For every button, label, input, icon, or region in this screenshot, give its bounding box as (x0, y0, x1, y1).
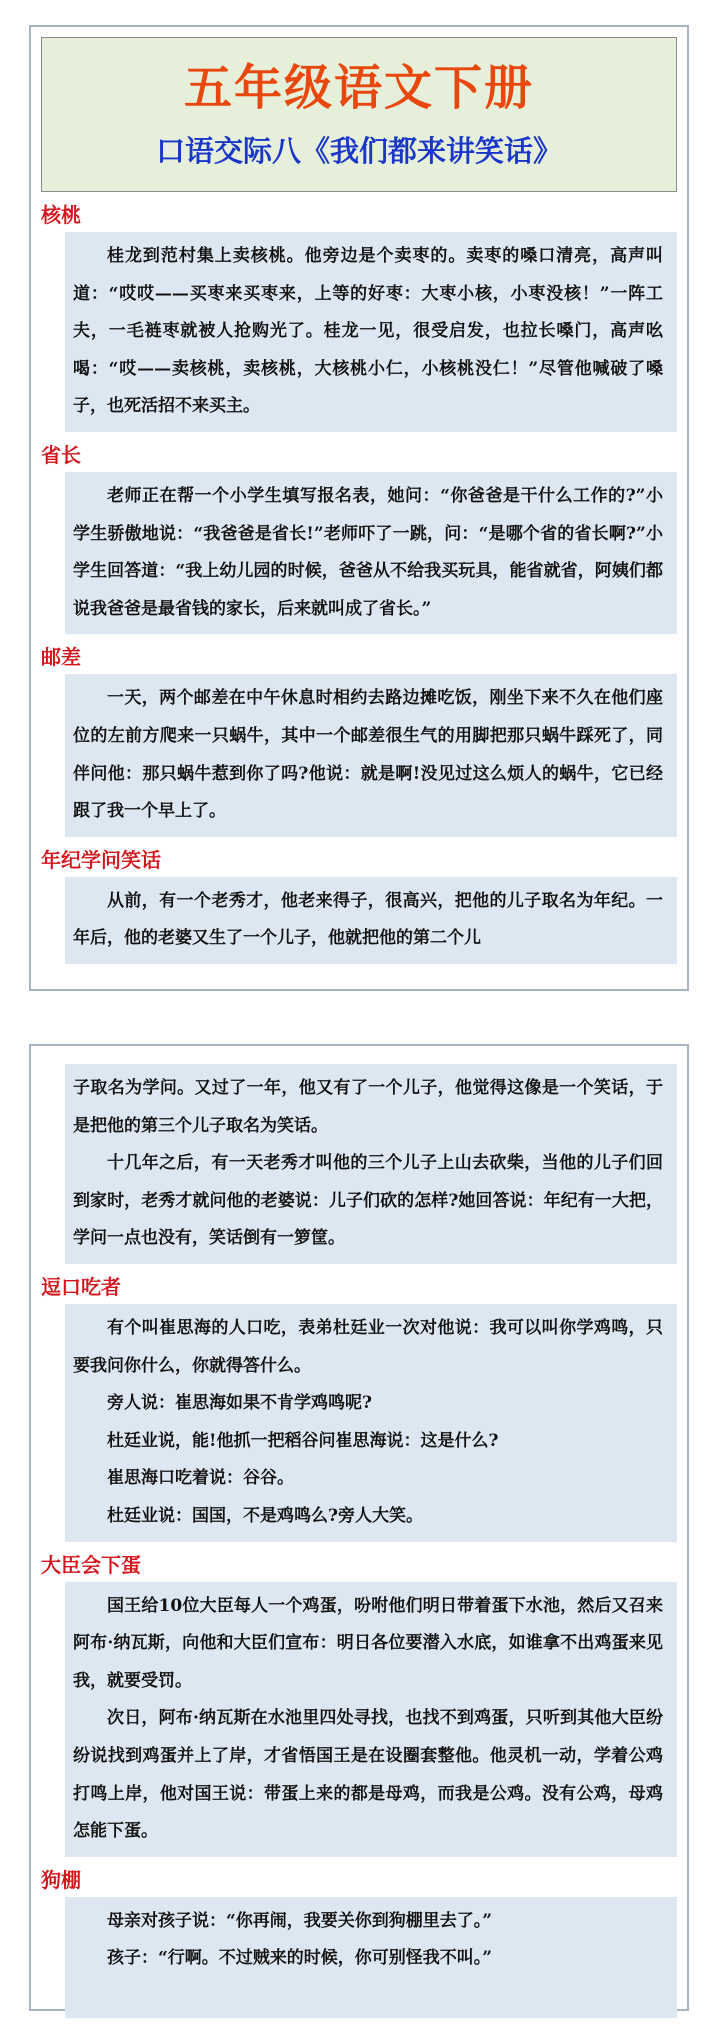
section-body-walnut (65, 232, 677, 432)
paragraph: 国王给10位大臣每人一个鸡蛋，吩咐他们明日带着蛋下水池，然后又召来阿布·纳瓦斯，向他和大臣们宣布：明日各位要潜入水底，如谁拿不出鸡蛋来见我，就要受罚。 (73, 1595, 663, 1691)
section-body-age-learning-joke (65, 877, 677, 964)
paragraph: 旁人说：崔思海如果不肯学鸡鸣呢? (107, 1393, 372, 1414)
paragraph: 杜廷业说，能!他抓一把稻谷问崔思海说：这是什么? (107, 1430, 499, 1451)
section-body-postman (65, 674, 677, 836)
paragraph: 十几年之后，有一天老秀才叫他的三个儿子上山去砍柴，当他的儿子们回到家时，老秀才就问他的老婆说：儿子们砍的怎样?她回答说：年纪有一大把，学问一点也没有，笑话倒有一箩筐。 (73, 1153, 663, 1249)
paragraph: 次日，阿布·纳瓦斯在水池里四处寻找，也找不到鸡蛋，只听到其他大臣纷纷说找到鸡蛋并上了岸，才省悟国王是在设圈套整他。他灵机一动，学着公鸡打鸣上岸，他对国王说：带蛋上来的都是母鸡，而我是公鸡。没有公鸡，母鸡怎能下蛋。 (73, 1708, 663, 1842)
paragraph: 孩子：“行啊。不过贼来的时候，你可别怪我不叫。” (107, 1948, 493, 1969)
title-banner (41, 37, 677, 192)
section-title-age-learning-joke: 年纪学问笑话 (41, 847, 161, 872)
paragraph: 从前，有一个老秀才，他老来得子，很高兴，把他的儿子取名为年纪。一年后，他的老婆又生了一个儿子，他就把他的第二个儿 (73, 890, 663, 949)
section-body-governor (65, 472, 677, 634)
section-title-governor: 省长 (41, 442, 81, 467)
main-title: 五年级语文下册 (183, 60, 534, 116)
section-body-continued (65, 1064, 677, 1264)
page-two (29, 1044, 689, 2011)
section-body-stutterer (65, 1304, 677, 1542)
section-title-stutterer: 逗口吃者 (41, 1274, 121, 1299)
section-title-dog-kennel: 狗棚 (41, 1867, 81, 1892)
paragraph: 子取名为学问。又过了一年，他又有了一个儿子，他觉得这像是一个笑话，于是把他的第三个儿子取名为笑话。 (73, 1078, 663, 1136)
sub-title: 口语交际八《我们都来讲笑话》 (155, 134, 562, 168)
paragraph: 杜廷业说：国国，不是鸡鸣么?旁人大笑。 (107, 1505, 423, 1526)
section-body-dog-kennel (65, 1897, 677, 2018)
paragraph: 崔思海口吃着说：谷谷。 (107, 1468, 294, 1489)
paragraph: 老师正在帮一个小学生填写报名表，她问：“你爸爸是干什么工作的?”小学生骄傲地说：“我爸爸是省长!”老师吓了一跳，问：“是哪个省的省长啊?”小学生回答道：“我上幼儿园的时候，爸爸从不给我买玩具，能省就省，阿姨们都说我爸爸是最省钱的家长，后来就叫成了省长。” (73, 485, 663, 619)
paragraph: 桂龙到范村集上卖核桃。他旁边是个卖枣的。卖枣的嗓口清亮，高声叫道：“哎哎——买枣来买枣来，上等的好枣：大枣小核，小枣没核！”一阵工夫，一毛裢枣就被人抢购光了。桂龙一见，很受启发，也拉长嗓门，高声吆喝：“哎——卖核桃，卖核桃，大核桃小仁，小核桃没仁！”尽管他喊破了嗓子，也死活招不来买主。 (73, 246, 663, 417)
paragraph: 母亲对孩子说：“你再闹，我要关你到狗棚里去了。” (107, 1910, 493, 1931)
section-title-postman: 邮差 (41, 645, 81, 670)
section-title-walnut: 核桃 (41, 203, 81, 227)
section-body-ministers-lay-eggs (65, 1582, 677, 1857)
page-one (29, 25, 689, 991)
section-title-ministers-lay-eggs: 大臣会下蛋 (41, 1552, 141, 1577)
paragraph: 有个叫崔思海的人口吃，表弟杜廷业一次对他说：我可以叫你学鸡鸣，只要我问你什么，你就得答什么。 (73, 1317, 663, 1376)
paragraph: 一天，两个邮差在中午休息时相约去路边摊吃饭，刚坐下来不久在他们座位的左前方爬来一只蜗牛，其中一个邮差很生气的用脚把那只蜗牛踩死了，同伴问他：那只蜗牛惹到你了吗?他说：就是啊!没见过这么烦人的蜗牛，它已经跟了我一个早上了。 (73, 688, 663, 822)
